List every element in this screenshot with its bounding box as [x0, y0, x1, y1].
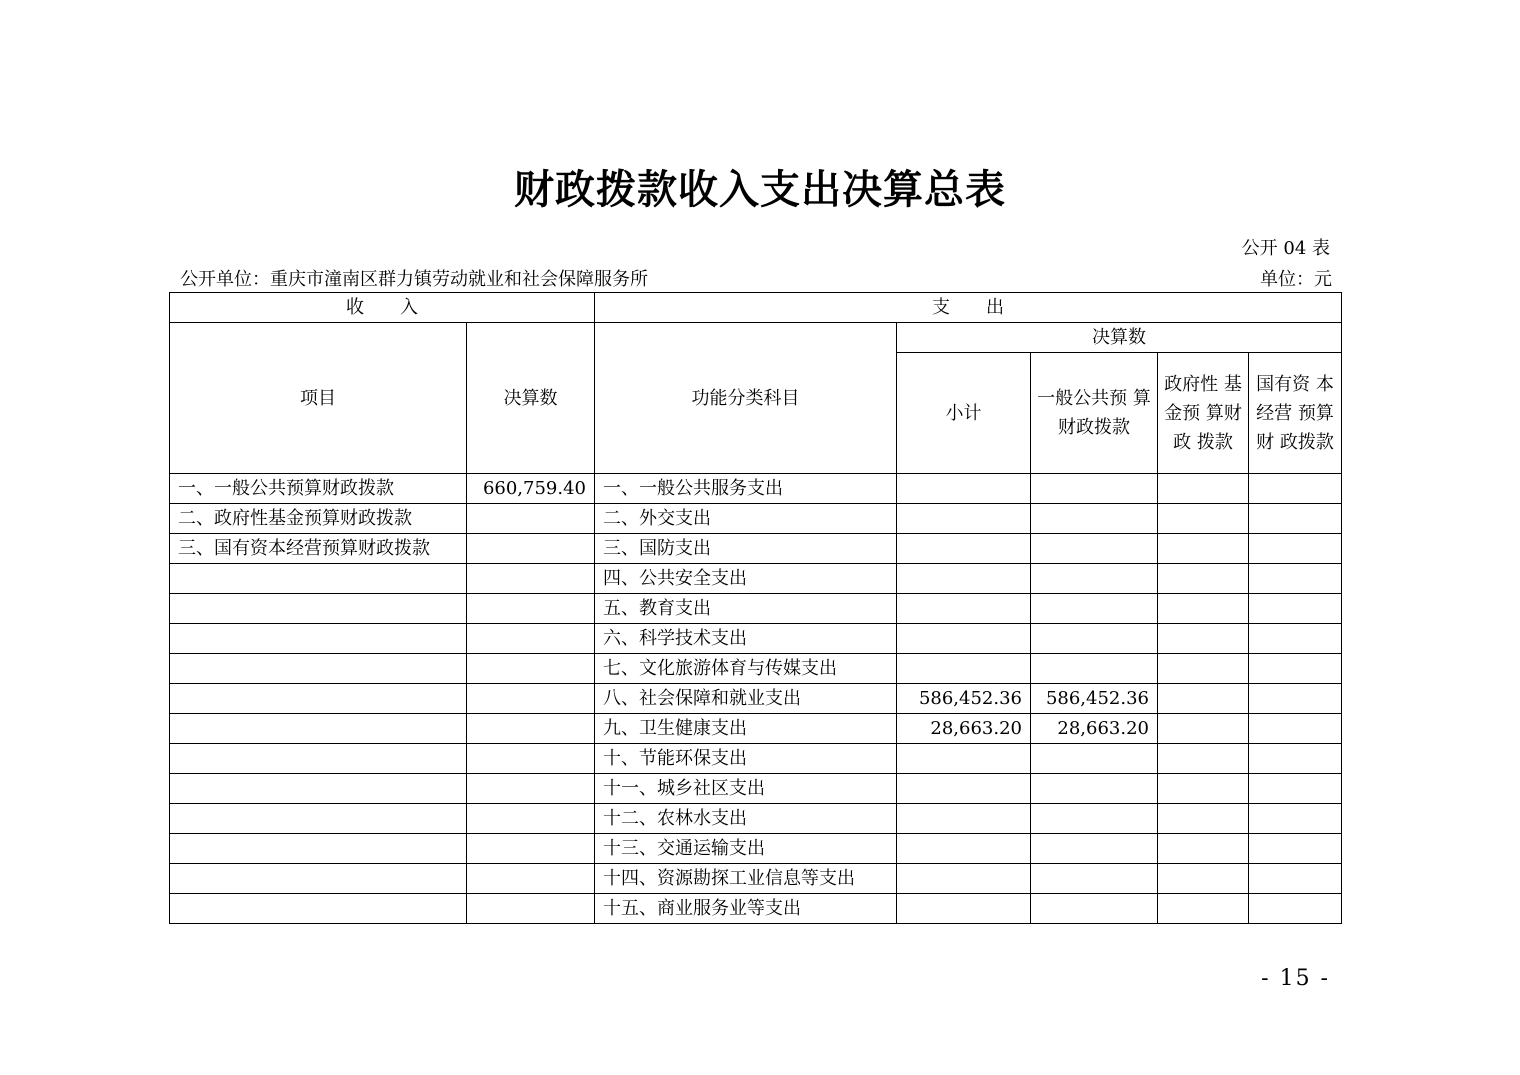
table-row	[170, 504, 1342, 534]
general-budget-cell: 28,663.20	[1031, 714, 1158, 744]
general-budget-cell: 586,452.36	[1031, 684, 1158, 714]
func-subject-cell: 十、节能环保支出	[595, 744, 897, 774]
general-budget-cell	[1031, 474, 1158, 504]
state-capital-cell	[1249, 654, 1342, 684]
func-subject-cell: 八、社会保障和就业支出	[595, 684, 897, 714]
general-budget-cell	[1031, 894, 1158, 924]
state-capital-cell	[1249, 564, 1342, 594]
table-row	[170, 894, 1342, 924]
income-item-cell	[170, 774, 467, 804]
subtotal-cell	[897, 594, 1031, 624]
header-row-1	[170, 293, 1342, 323]
subtotal-cell: 586,452.36	[897, 684, 1031, 714]
income-item-cell	[170, 744, 467, 774]
org-name: 公开单位：重庆市潼南区群力镇劳动就业和社会保障服务所	[180, 269, 648, 290]
subtotal-cell	[897, 864, 1031, 894]
page-title: 财政拨款收入支出决算总表	[514, 166, 1006, 213]
func-subject-cell: 十三、交通运输支出	[595, 834, 897, 864]
subtotal-cell	[897, 654, 1031, 684]
gov-fund-cell	[1158, 504, 1249, 534]
gov-fund-cell	[1158, 774, 1249, 804]
income-item-cell: 一、一般公共预算财政拨款	[170, 474, 467, 504]
subtotal-cell: 28,663.20	[897, 714, 1031, 744]
gov-fund-cell	[1158, 594, 1249, 624]
general-budget-cell	[1031, 564, 1158, 594]
table-row	[170, 474, 1342, 504]
state-capital-cell	[1249, 594, 1342, 624]
general-budget-header: 一般公共预 算财政拨款	[1031, 353, 1158, 474]
income-amount-cell	[467, 534, 595, 564]
income-amount-cell	[467, 624, 595, 654]
func-subject-cell: 十五、商业服务业等支出	[595, 894, 897, 924]
state-capital-cell	[1249, 894, 1342, 924]
income-amount-cell	[467, 564, 595, 594]
income-amount-cell	[467, 774, 595, 804]
table-row	[170, 654, 1342, 684]
income-item-cell	[170, 834, 467, 864]
gov-fund-cell	[1158, 714, 1249, 744]
income-item-cell	[170, 654, 467, 684]
income-amount-cell	[467, 834, 595, 864]
func-subject-cell: 一、一般公共服务支出	[595, 474, 897, 504]
subtotal-header: 小计	[897, 353, 1031, 474]
func-subject-cell: 三、国防支出	[595, 534, 897, 564]
general-budget-cell	[1031, 624, 1158, 654]
subtotal-cell	[897, 774, 1031, 804]
header-row-2	[170, 323, 1342, 353]
income-amount-cell	[467, 804, 595, 834]
subtotal-cell	[897, 534, 1031, 564]
gov-fund-cell	[1158, 894, 1249, 924]
func-subject-cell: 十二、农林水支出	[595, 804, 897, 834]
income-item-cell	[170, 684, 467, 714]
budget-table	[169, 292, 1342, 924]
state-capital-cell	[1249, 684, 1342, 714]
income-amount-cell	[467, 684, 595, 714]
table-row	[170, 834, 1342, 864]
table-row	[170, 774, 1342, 804]
income-amount-cell: 660,759.40	[467, 474, 595, 504]
table-row	[170, 804, 1342, 834]
state-capital-cell	[1249, 474, 1342, 504]
general-budget-cell	[1031, 534, 1158, 564]
gov-fund-cell	[1158, 534, 1249, 564]
state-capital-cell	[1249, 534, 1342, 564]
func-subject-cell: 二、外交支出	[595, 504, 897, 534]
subtotal-cell	[897, 564, 1031, 594]
expense-header: 支 出	[595, 293, 1342, 323]
table-row	[170, 714, 1342, 744]
gov-fund-cell	[1158, 684, 1249, 714]
state-capital-cell	[1249, 714, 1342, 744]
gov-fund-cell	[1158, 654, 1249, 684]
subtotal-cell	[897, 624, 1031, 654]
func-subject-cell: 九、卫生健康支出	[595, 714, 897, 744]
table-row	[170, 534, 1342, 564]
gov-fund-header: 政府性 基金预 算财政 拨款	[1158, 353, 1249, 474]
table-row	[170, 624, 1342, 654]
income-amount-cell	[467, 654, 595, 684]
general-budget-cell	[1031, 774, 1158, 804]
income-item-cell	[170, 594, 467, 624]
func-subject-cell: 十一、城乡社区支出	[595, 774, 897, 804]
income-amount-cell	[467, 894, 595, 924]
subtotal-cell	[897, 474, 1031, 504]
general-budget-cell	[1031, 504, 1158, 534]
final-header: 决算数	[897, 323, 1342, 353]
table-row	[170, 564, 1342, 594]
subtotal-cell	[897, 744, 1031, 774]
general-budget-cell	[1031, 654, 1158, 684]
income-header: 收 入	[170, 293, 595, 323]
general-budget-cell	[1031, 744, 1158, 774]
state-capital-header: 国有资 本经营 预算财 政拨款	[1249, 353, 1342, 474]
func-subject-cell: 十四、资源勘探工业信息等支出	[595, 864, 897, 894]
general-budget-cell	[1031, 864, 1158, 894]
state-capital-cell	[1249, 774, 1342, 804]
income-item-cell	[170, 894, 467, 924]
func-header: 功能分类科目	[595, 323, 897, 474]
income-amount-cell	[467, 864, 595, 894]
table-row	[170, 684, 1342, 714]
table-row	[170, 864, 1342, 894]
income-item-cell	[170, 624, 467, 654]
func-subject-cell: 七、文化旅游体育与传媒支出	[595, 654, 897, 684]
gov-fund-cell	[1158, 804, 1249, 834]
func-subject-cell: 四、公共安全支出	[595, 564, 897, 594]
income-item-cell	[170, 864, 467, 894]
state-capital-cell	[1249, 504, 1342, 534]
general-budget-cell	[1031, 594, 1158, 624]
gov-fund-cell	[1158, 624, 1249, 654]
amount-header: 决算数	[467, 323, 595, 474]
gov-fund-cell	[1158, 744, 1249, 774]
subtotal-cell	[897, 804, 1031, 834]
gov-fund-cell	[1158, 834, 1249, 864]
income-item-cell	[170, 564, 467, 594]
table-row	[170, 594, 1342, 624]
income-item-cell	[170, 804, 467, 834]
income-amount-cell	[467, 744, 595, 774]
income-item-cell	[170, 714, 467, 744]
state-capital-cell	[1249, 834, 1342, 864]
income-item-cell: 二、政府性基金预算财政拨款	[170, 504, 467, 534]
subtotal-cell	[897, 504, 1031, 534]
subtotal-cell	[897, 834, 1031, 864]
form-number: 公开 04 表	[1241, 238, 1330, 259]
income-amount-cell	[467, 504, 595, 534]
gov-fund-cell	[1158, 474, 1249, 504]
func-subject-cell: 五、教育支出	[595, 594, 897, 624]
income-amount-cell	[467, 714, 595, 744]
state-capital-cell	[1249, 804, 1342, 834]
state-capital-cell	[1249, 744, 1342, 774]
org-unit-row	[180, 265, 1332, 291]
gov-fund-cell	[1158, 864, 1249, 894]
item-header: 项目	[170, 323, 467, 474]
func-subject-cell: 六、科学技术支出	[595, 624, 897, 654]
unit-label: 单位：元	[1260, 269, 1332, 290]
subtotal-cell	[897, 894, 1031, 924]
general-budget-cell	[1031, 804, 1158, 834]
gov-fund-cell	[1158, 564, 1249, 594]
general-budget-cell	[1031, 834, 1158, 864]
state-capital-cell	[1249, 864, 1342, 894]
income-amount-cell	[467, 594, 595, 624]
income-item-cell: 三、国有资本经营预算财政拨款	[170, 534, 467, 564]
table-row	[170, 744, 1342, 774]
state-capital-cell	[1249, 624, 1342, 654]
page-number: - 15 -	[1261, 966, 1330, 991]
